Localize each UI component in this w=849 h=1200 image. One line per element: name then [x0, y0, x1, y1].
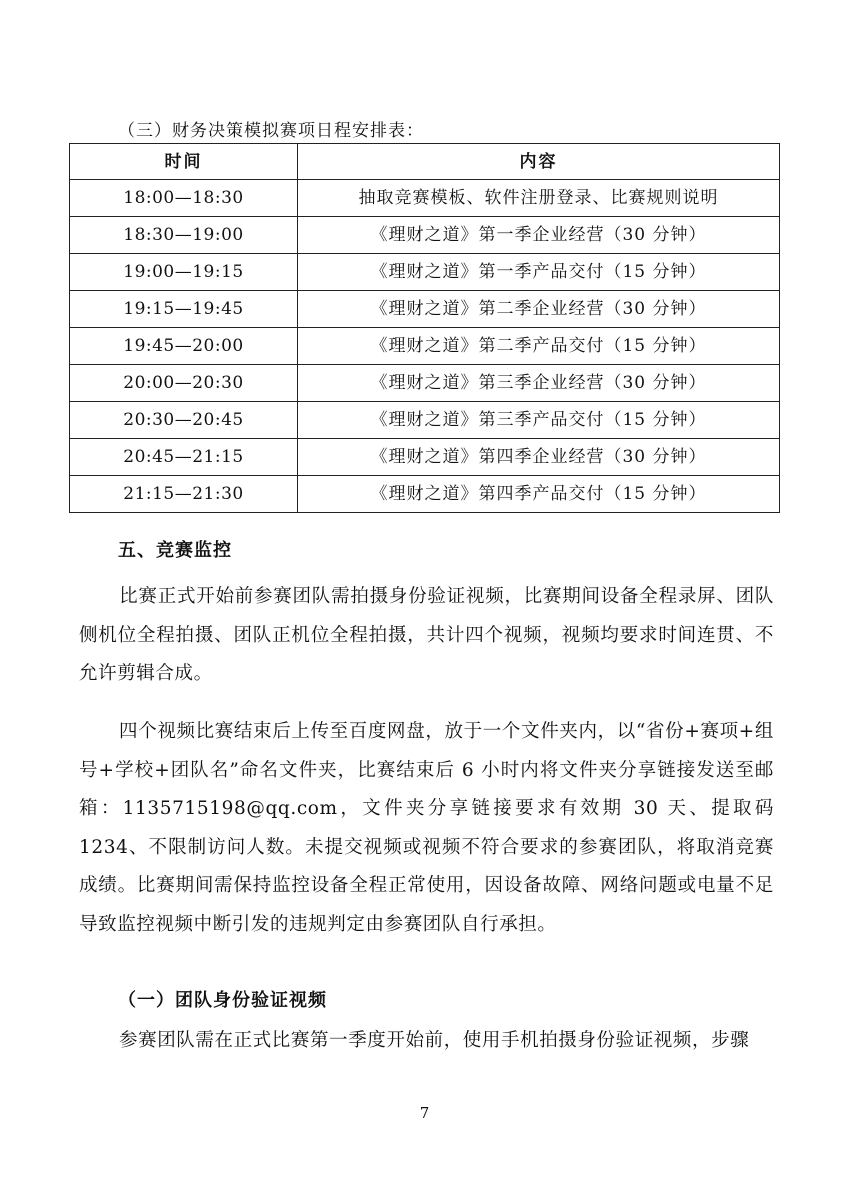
content-cell: 抽取竞赛模板、软件注册登录、比赛规则说明: [298, 180, 780, 217]
time-cell: 20:45—21:15: [70, 439, 298, 476]
content-cell: 《理财之道》第四季企业经营（30 分钟）: [298, 439, 780, 476]
content-cell: 《理财之道》第三季企业经营（30 分钟）: [298, 365, 780, 402]
subsection-heading-identity-video: （一）团队身份验证视频: [118, 990, 327, 1011]
table-row: [70, 365, 780, 402]
content-cell: 《理财之道》第一季产品交付（15 分钟）: [298, 254, 780, 291]
content-cell: 《理财之道》第四季产品交付（15 分钟）: [298, 476, 780, 513]
time-cell: 18:30—19:00: [70, 217, 298, 254]
monitoring-paragraph-1: [79, 578, 774, 694]
content-cell: 《理财之道》第二季企业经营（30 分钟）: [298, 291, 780, 328]
content-cell: 《理财之道》第二季产品交付（15 分钟）: [298, 328, 780, 365]
table-row: [70, 180, 780, 217]
table-row: [70, 291, 780, 328]
page-number: 7: [419, 1104, 430, 1122]
time-cell: 19:15—19:45: [70, 291, 298, 328]
time-cell: 18:00—18:30: [70, 180, 298, 217]
table-row: [70, 328, 780, 365]
table-row: [70, 476, 780, 513]
column-header-content: 内容: [298, 144, 780, 180]
schedule-table: [69, 143, 780, 513]
monitoring-paragraph-1-text: 比赛正式开始前参赛团队需拍摄身份验证视频，比赛期间设备全程录屏、团队侧机位全程拍摄、团队正机位全程拍摄，共计四个视频，视频均要求时间连贯、不允许剪辑合成。: [79, 586, 774, 684]
content-cell: 《理财之道》第一季企业经营（30 分钟）: [298, 217, 780, 254]
content-cell: 《理财之道》第三季产品交付（15 分钟）: [298, 402, 780, 439]
table-row: [70, 217, 780, 254]
table-header-row: [70, 144, 780, 180]
time-cell: 21:15—21:30: [70, 476, 298, 513]
time-cell: 19:00—19:15: [70, 254, 298, 291]
identity-video-paragraph-text: 参赛团队需在正式比赛第一季度开始前，使用手机拍摄身份验证视频，步骤: [119, 1030, 750, 1051]
monitoring-paragraph-2: [79, 713, 774, 944]
time-cell: 19:45—20:00: [70, 328, 298, 365]
table-row: [70, 402, 780, 439]
table-row: [70, 254, 780, 291]
time-cell: 20:30—20:45: [70, 402, 298, 439]
schedule-table-caption: （三）财务决策模拟赛项日程安排表：: [118, 121, 424, 141]
time-cell: 20:00—20:30: [70, 365, 298, 402]
identity-video-paragraph: [79, 1022, 774, 1061]
monitoring-paragraph-2-text: 四个视频比赛结束后上传至百度网盘，放于一个文件夹内，以“省份+赛项+组号+学校+团队名”命名文件夹，比赛结束后 6 小时内将文件夹分享链接发送至邮箱：1135715198@qq.com，文件夹分享链接要求有效期 30 天、提取码 1234、不限制访问人数。未提交视频或视频不符合要求的参赛团队，将取消竞赛成绩。比赛期间需保持监控设备全程正常使用，因设备故障、网络问题或电量不足导致监控视频中断引发的违规判定由参赛团队自行承担。: [79, 721, 774, 935]
section-heading-competition-monitoring: 五、竞赛监控: [118, 540, 232, 561]
column-header-time: 时间: [70, 144, 298, 180]
table-row: [70, 439, 780, 476]
